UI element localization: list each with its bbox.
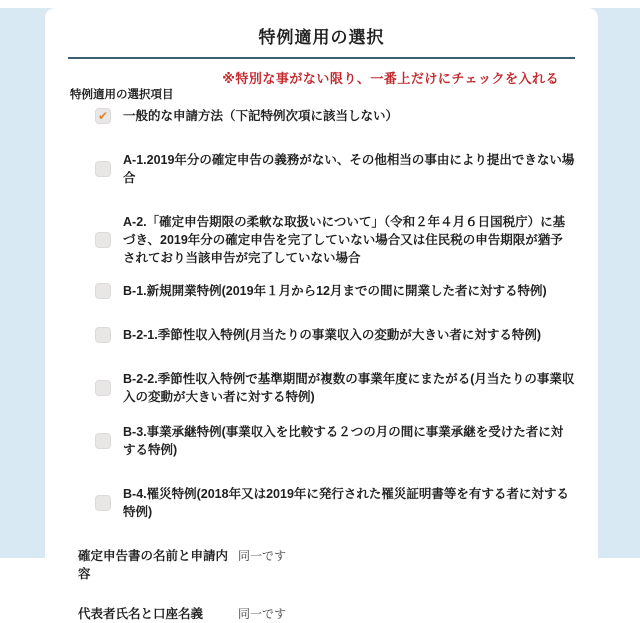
checkbox-label: A-1.2019年分の確定申告の義務がない、その他相当の事由により提出できない場合 bbox=[123, 153, 575, 185]
checkbox-label: B-3.事業承継特例(事業収入を比較する２つの月の間に事業承継を受けた者に対する特例) bbox=[123, 425, 564, 457]
checklist-row bbox=[95, 423, 575, 459]
instruction-note: ※特別な事がない限り、一番上だけにチェックを入れる bbox=[222, 71, 559, 86]
summary-row bbox=[78, 605, 575, 623]
form-card bbox=[45, 8, 598, 621]
summary-label: 代表者氏名と口座名義 bbox=[78, 607, 204, 621]
checkbox-label: B-2-1.季節性収入特例(月当たりの事業収入の変動が大きい者に対する特例) bbox=[123, 328, 542, 342]
checkbox-label: 一般的な申請方法（下記特例次項に該当しない） bbox=[123, 109, 399, 123]
checkbox-label: B-4.罹災特例(2018年又は2019年に発行された罹災証明書等を有する者に対する特例) bbox=[123, 487, 569, 519]
checklist-row bbox=[95, 282, 575, 300]
summary-section bbox=[78, 547, 575, 623]
summary-value: 同一です bbox=[238, 607, 287, 621]
checklist-row bbox=[95, 213, 575, 267]
checkbox[interactable] bbox=[95, 495, 111, 511]
checkbox[interactable] bbox=[95, 232, 111, 248]
checklist-row bbox=[95, 326, 575, 344]
checkbox-label: A-2.「確定申告期限の柔軟な取扱いについて」（令和２年４月６日国税庁）に基づき、2019年分の確定申告を完了していない場合又は住民税の申告期限が猶予されており当該申告が完了していない場合 bbox=[123, 215, 566, 265]
checklist-row bbox=[95, 485, 575, 521]
checkbox[interactable] bbox=[95, 433, 111, 449]
title-divider bbox=[68, 57, 575, 59]
checklist-row bbox=[95, 107, 575, 125]
checkbox[interactable] bbox=[95, 380, 111, 396]
checkbox-label: B-2-2.季節性収入特例で基準期間が複数の事業年度にまたがる(月当たりの事業収入の変動が大きい者に対する特例) bbox=[123, 372, 575, 404]
checklist-row bbox=[95, 151, 575, 187]
summary-value: 同一です bbox=[238, 549, 287, 563]
special-provision-checklist bbox=[95, 107, 575, 521]
section-label: 特例適用の選択項目 bbox=[70, 89, 174, 101]
section-header bbox=[68, 70, 575, 102]
summary-row bbox=[78, 547, 575, 583]
checkbox[interactable] bbox=[95, 161, 111, 177]
summary-label: 確定申告書の名前と申請内容 bbox=[78, 549, 229, 581]
checkbox[interactable]: ✔ bbox=[95, 108, 111, 124]
checklist-row bbox=[95, 370, 575, 406]
checkbox[interactable] bbox=[95, 327, 111, 343]
checkbox-label: B-1.新規開業特例(2019年１月から12月までの間に開業した者に対する特例) bbox=[123, 284, 547, 298]
checkbox[interactable] bbox=[95, 283, 111, 299]
page-title: 特例適用の選択 bbox=[258, 28, 385, 47]
